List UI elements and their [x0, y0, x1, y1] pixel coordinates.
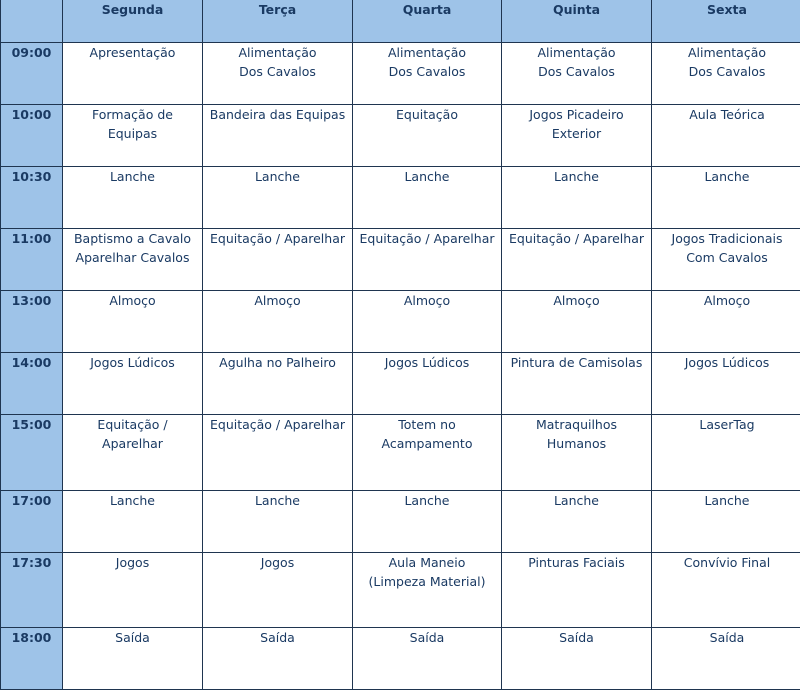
activity-cell: Jogos Picadeiro Exterior [502, 105, 652, 167]
schedule-row [1, 628, 800, 690]
activity-cell: Alimentação Dos Cavalos [652, 43, 800, 105]
time-slot-label: 11:00 [1, 229, 63, 291]
time-slot-label: 10:00 [1, 105, 63, 167]
activity-cell: Alimentação Dos Cavalos [502, 43, 652, 105]
activity-cell: Aula Teórica [652, 105, 800, 167]
activity-cell: Saída [353, 628, 502, 690]
schedule-row [1, 553, 800, 628]
activity-cell: Pintura de Camisolas [502, 353, 652, 415]
activity-cell: Lanche [63, 167, 203, 229]
activity-cell: Almoço [63, 291, 203, 353]
schedule-row [1, 491, 800, 553]
time-slot-label: 17:00 [1, 491, 63, 553]
activity-cell: Equitação / Aparelhar [353, 229, 502, 291]
schedule-row [1, 229, 800, 291]
schedule-row [1, 43, 800, 105]
day-header: Sexta [652, 0, 800, 43]
activity-cell: Lanche [63, 491, 203, 553]
activity-cell: Jogos Lúdicos [63, 353, 203, 415]
schedule-row [1, 415, 800, 491]
time-slot-label: 17:30 [1, 553, 63, 628]
corner-cell [1, 0, 63, 43]
activity-cell: Lanche [203, 491, 353, 553]
time-slot-label: 09:00 [1, 43, 63, 105]
activity-cell: Lanche [652, 491, 800, 553]
activity-cell: Almoço [652, 291, 800, 353]
schedule-row [1, 167, 800, 229]
activity-cell: Matraquilhos Humanos [502, 415, 652, 491]
activity-cell: Saída [63, 628, 203, 690]
header-row [1, 0, 800, 43]
activity-cell: Jogos [63, 553, 203, 628]
activity-cell: Saída [502, 628, 652, 690]
day-header: Terça [203, 0, 353, 43]
time-slot-label: 15:00 [1, 415, 63, 491]
time-slot-label: 18:00 [1, 628, 63, 690]
activity-cell: Equitação / Aparelhar [203, 229, 353, 291]
activity-cell: Pinturas Faciais [502, 553, 652, 628]
activity-cell: Saída [652, 628, 800, 690]
activity-cell: Lanche [353, 491, 502, 553]
time-slot-label: 13:00 [1, 291, 63, 353]
activity-cell: Alimentação Dos Cavalos [353, 43, 502, 105]
time-slot-label: 10:30 [1, 167, 63, 229]
activity-cell: Jogos Tradicionais Com Cavalos [652, 229, 800, 291]
activity-cell: Bandeira das Equipas [203, 105, 353, 167]
activity-cell: Agulha no Palheiro [203, 353, 353, 415]
activity-cell: Jogos Lúdicos [652, 353, 800, 415]
activity-cell: LaserTag [652, 415, 800, 491]
day-header: Quinta [502, 0, 652, 43]
activity-cell: Lanche [502, 491, 652, 553]
activity-cell: Totem no Acampamento [353, 415, 502, 491]
activity-cell: Equitação / Aparelhar [502, 229, 652, 291]
activity-cell: Lanche [502, 167, 652, 229]
activity-cell: Jogos Lúdicos [353, 353, 502, 415]
activity-cell: Almoço [203, 291, 353, 353]
activity-cell: Almoço [502, 291, 652, 353]
day-header: Quarta [353, 0, 502, 43]
activity-cell: Aula Maneio (Limpeza Material) [353, 553, 502, 628]
activity-cell: Lanche [203, 167, 353, 229]
schedule-row [1, 291, 800, 353]
activity-cell: Apresentação [63, 43, 203, 105]
schedule-row [1, 353, 800, 415]
activity-cell: Baptismo a Cavalo Aparelhar Cavalos [63, 229, 203, 291]
activity-cell: Equitação / Aparelhar [203, 415, 353, 491]
activity-cell: Lanche [652, 167, 800, 229]
schedule-row [1, 105, 800, 167]
activity-cell: Equitação / Aparelhar [63, 415, 203, 491]
time-slot-label: 14:00 [1, 353, 63, 415]
activity-cell: Almoço [353, 291, 502, 353]
activity-cell: Formação de Equipas [63, 105, 203, 167]
activity-cell: Equitação [353, 105, 502, 167]
activity-cell: Convívio Final [652, 553, 800, 628]
activity-cell: Jogos [203, 553, 353, 628]
activity-cell: Alimentação Dos Cavalos [203, 43, 353, 105]
activity-cell: Lanche [353, 167, 502, 229]
day-header: Segunda [63, 0, 203, 43]
activity-cell: Saída [203, 628, 353, 690]
